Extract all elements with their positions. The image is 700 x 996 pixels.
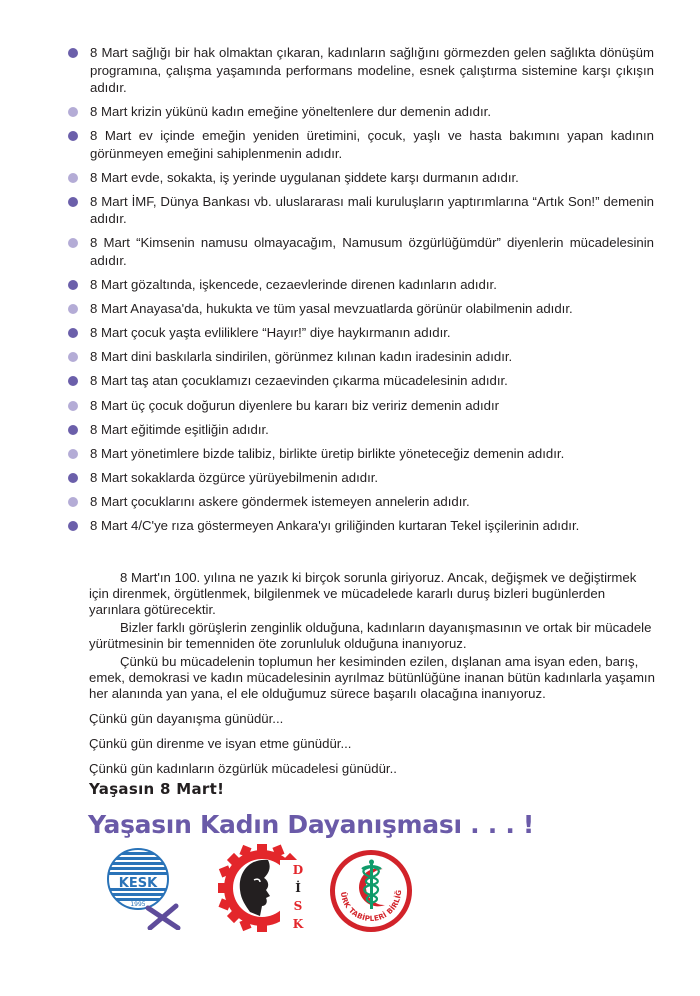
bullet-text: 8 Mart Anayasa'da, hukukta ve tüm yasal mevzuatlarda görünür olabilmenin adıdır. — [90, 301, 573, 317]
bullet-text: 8 Mart üç çocuk doğurun diyenlere bu kararı biz veririz demenin adıdır — [90, 397, 500, 413]
bullet-item — [60, 169, 654, 187]
slogan-8-mart: Yaşasın 8 Mart! — [89, 780, 225, 798]
paragraph: Çünkü bu mücadelenin toplumun her kesiminden ezilen, dışlanan ama isyan eden, barış, emek, demokrasi ve kadın mücadelesinin ayrılmaz bütünlüğüne inanan bütün kadınlarla yaşamın her alanında yan yana, el ele olduğumuz sürece başarılı olacağına inanıyoruz. — [89, 654, 655, 701]
bullet-text: 8 Mart yönetimlere bizde talibiz, birlikte üretip birlikte yöneteceğiz demenin adıdır. — [90, 445, 565, 461]
closing-lines — [89, 711, 655, 777]
bullet-item — [60, 324, 654, 342]
bullet-text: 8 Mart 4/C'ye rıza göstermeyen Ankara'yı griliğinden kurtaran Tekel işçilerinin adıdır. — [90, 518, 580, 533]
bullet-dot-icon — [68, 449, 78, 459]
bullet-text: 8 Mart İMF, Dünya Bankası vb. uluslararası mali kuruluşların yaptırımlarına “Artık Son!” demenin adıdır. — [90, 193, 654, 227]
bullet-dot-icon — [68, 376, 78, 386]
bullet-dot-icon — [68, 352, 78, 362]
bullet-text: 8 Mart sokaklarda özgürce yürüyebilmenin adıdır. — [90, 469, 379, 485]
bullet-dot-icon — [68, 197, 78, 207]
bullet-dot-icon — [68, 473, 78, 483]
disk-logo — [218, 840, 310, 936]
bullet-item — [60, 276, 654, 294]
bullet-text: 8 Mart ev içinde emeğin yeniden üretimini, çocuk, yaşlı ve hasta bakımını yapan kadının görünmeyen emeğini sahiplenmenin adıdır. — [90, 128, 654, 161]
ttb-logo — [329, 849, 413, 933]
disk-letter: K — [292, 917, 304, 931]
bullet-item — [60, 44, 654, 97]
ttb-logo-icon — [329, 849, 413, 933]
disk-letter: İ — [295, 881, 301, 895]
kesk-year: 1995 — [130, 901, 146, 908]
disk-letter: D — [292, 863, 304, 877]
bullet-dot-icon — [68, 238, 78, 248]
prose-block — [89, 570, 655, 777]
bullet-item — [60, 193, 654, 228]
bullet-dot-icon — [68, 107, 78, 117]
bullet-item — [60, 421, 654, 439]
closing-line: Çünkü gün dayanışma günüdür... — [89, 711, 284, 726]
bullet-dot-icon — [68, 401, 78, 411]
bullet-text: 8 Mart çocuk yaşta evliliklere “Hayır!” diye haykırmanın adıdır. — [90, 325, 451, 341]
paragraph: Bizler farklı görüşlerin zenginlik olduğuna, kadınların dayanışmasının ve ortak bir mücadele yürütmesinin bir temenniden öte zorunluluk olduğuna inanıyoruz. — [89, 620, 652, 651]
bullet-item — [60, 372, 654, 390]
bullet-item — [60, 493, 654, 511]
kesk-logo — [104, 846, 184, 930]
slogan-solidarity: Yaşasın Kadın Dayanışması . . . ! — [88, 810, 535, 839]
bullet-item — [60, 397, 654, 415]
bullet-text: 8 Mart çocuklarını askere göndermek istemeyen annelerin adıdır. — [90, 493, 470, 509]
paragraphs — [89, 570, 655, 702]
bullet-item — [60, 348, 654, 366]
bullet-item — [60, 103, 654, 121]
bullet-text: 8 Mart eğitimde eşitliğin adıdır. — [90, 421, 269, 437]
bullet-dot-icon — [68, 280, 78, 290]
bullet-text: 8 Mart krizin yükünü kadın emeğine yöneltenlere dur demenin adıdır. — [90, 104, 491, 120]
bullet-text: 8 Mart taş atan çocuklamızı cezaevinden çıkarma mücadelesinin adıdır. — [90, 373, 508, 389]
bullet-dot-icon — [68, 497, 78, 507]
bullet-dot-icon — [68, 425, 78, 435]
bullet-dot-icon — [68, 48, 78, 58]
bullet-dot-icon — [68, 173, 78, 183]
closing-line: Çünkü gün direnme ve isyan etme günüdür... — [89, 736, 352, 751]
bullet-item — [60, 234, 654, 269]
bullet-list — [60, 44, 654, 541]
bullet-text: 8 Mart gözaltında, işkencede, cezaevlerinde direnen kadınların adıdır. — [90, 277, 497, 293]
disk-letter: S — [293, 899, 303, 913]
bullet-text: 8 Mart evde, sokakta, iş yerinde uygulanan şiddete karşı durmanın adıdır. — [90, 169, 519, 185]
bullet-item — [60, 469, 654, 487]
bullet-text: 8 Mart sağlığı bir hak olmaktan çıkaran, kadınların sağlığını görmezden gelen sağlıkta dönüşüm programına, çalışma yaşamında performans modeline, esnek çalıştırma sistemine karşı çıkışın adıdır. — [90, 45, 654, 95]
closing-line: Çünkü gün kadınların özgürlük mücadelesi günüdür.. — [89, 761, 397, 776]
ttb-name: ÜRK TABİPLERİ BİRLİĞ — [338, 889, 404, 924]
paragraph: 8 Mart'ın 100. yılına ne yazık ki birçok sorunla giriyoruz. Ancak, değişmek ve değiştirmek için direnmek, örgütlenmek, bilgilenmek ve mücadelede kararlı duruş bizleri bugünlerden yarınlara götürecektir. — [89, 570, 637, 617]
kesk-name: KESK — [118, 876, 158, 891]
bullet-item — [60, 127, 654, 162]
bullet-dot-icon — [68, 328, 78, 338]
kesk-logo-icon — [104, 846, 184, 930]
bullet-dot-icon — [68, 304, 78, 314]
bullet-dot-icon — [68, 521, 78, 531]
bullet-item — [60, 300, 654, 318]
bullet-dot-icon — [68, 131, 78, 141]
bullet-item — [60, 517, 654, 535]
bullet-text: 8 Mart “Kimsenin namusu olmayacağım, Namusum özgürlüğümdür” diyenlerin mücadelesinin adıdır. — [90, 235, 654, 268]
bullet-item — [60, 445, 654, 463]
disk-logo-icon — [218, 840, 310, 936]
bullet-text: 8 Mart dini baskılarla sindirilen, görünmez kılınan kadın iradesinin adıdır. — [90, 349, 513, 365]
